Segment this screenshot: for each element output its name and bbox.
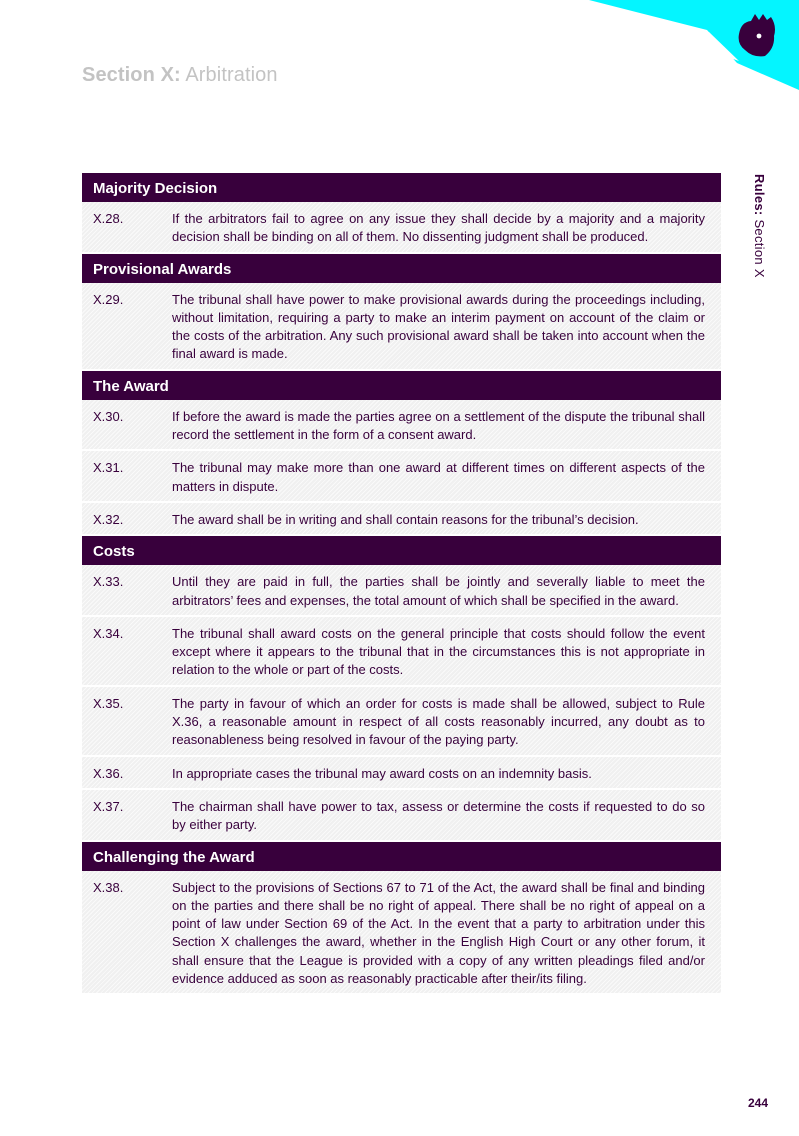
rule-text: If before the award is made the parties agree on a settlement of the dispute the tribunal shall record the settlement in the form of a consent award. [172, 408, 705, 443]
rule-number: X.37. [93, 798, 124, 814]
rule-text: The tribunal shall award costs on the general principle that costs should follow the event except where it appears to the tribunal that in the circumstances this is not appropriate in relation to the whole or part of the costs. [172, 625, 705, 678]
rule-text: Subject to the provisions of Sections 67 to 71 of the Act, the award shall be final and binding on the parties and there shall be no right of appeal. There shall be no right of appeal on a point of law under Section 69 of the Act. In the event that a party to arbitration under this Section X challenges the award, whether in the English High Court or any other forum, it shall ensure that the League is provided with a copy of any written pleadings filed and/or evidence adduced as soon as reasonably practicable after their/its filing. [172, 879, 705, 987]
side-running-label [752, 174, 767, 278]
page-title-bold: Section X: [82, 64, 181, 86]
rule-text: The award shall be in writing and shall contain reasons for the tribunal’s decision. [172, 511, 639, 527]
rule-number: X.31. [93, 460, 124, 476]
rule-row [82, 283, 721, 371]
rule-row [82, 757, 721, 790]
rule-number: X.33. [93, 574, 124, 590]
corner-decoration [589, 0, 799, 95]
rules-table [82, 173, 721, 995]
rule-row [82, 400, 721, 452]
rule-number: X.34. [93, 625, 124, 641]
page-title [82, 64, 278, 87]
side-label-rest: Section X [752, 215, 767, 278]
rule-text: The tribunal shall have power to make provisional awards during the proceedings including, without limitation, requiring a party to make an interim payment on account of the claim or the costs of the arbitration. Any such provisional award shall be taken into account when the final award is made. [172, 291, 705, 362]
section-heading: Majority Decision [82, 173, 721, 202]
rule-number: X.28. [93, 211, 124, 226]
rule-number: X.32. [93, 511, 124, 527]
rule-text: In appropriate cases the tribunal may award costs on an indemnity basis. [172, 765, 592, 781]
page-title-rest: Arbitration [180, 64, 278, 86]
rule-text: The party in favour of which an order for costs is made shall be allowed, subject to Rule X.36, a reasonable amount in respect of all costs reasonably incurred, any doubt as to reasonableness being resolved in favour of the paying party. [172, 695, 705, 748]
rule-row [82, 565, 721, 617]
rule-text: Until they are paid in full, the parties shall be jointly and severally liable to meet the arbitrators’ fees and expenses, the total amount of which shall be specified in the award. [172, 574, 705, 608]
rule-number: X.38. [93, 879, 124, 895]
rule-number: X.29. [93, 291, 124, 307]
page-number: 244 [748, 1096, 769, 1110]
side-label-bold: Rules: [752, 174, 767, 216]
rule-number: X.35. [93, 695, 124, 711]
rule-row [82, 790, 721, 842]
rule-row [82, 202, 721, 254]
section-heading: The Award [82, 371, 721, 400]
rule-text: The chairman shall have power to tax, assess or determine the costs if requested to do so by either party. [172, 798, 705, 833]
section-heading: Provisional Awards [82, 254, 721, 283]
rule-row [82, 451, 721, 503]
rule-text: The tribunal may make more than one award at different times on different aspects of the matters in dispute. [172, 460, 705, 494]
section-heading: Challenging the Award [82, 842, 721, 871]
rule-row [82, 871, 721, 996]
rule-row [82, 687, 721, 757]
rule-number: X.30. [93, 408, 124, 424]
rule-text: If the arbitrators fail to agree on any issue they shall decide by a majority and a majority decision shall be binding on all of them. No dissenting judgment shall be produced. [172, 211, 705, 245]
rule-row [82, 503, 721, 536]
section-heading: Costs [82, 536, 721, 565]
rule-row [82, 617, 721, 687]
rule-number: X.36. [93, 765, 124, 781]
